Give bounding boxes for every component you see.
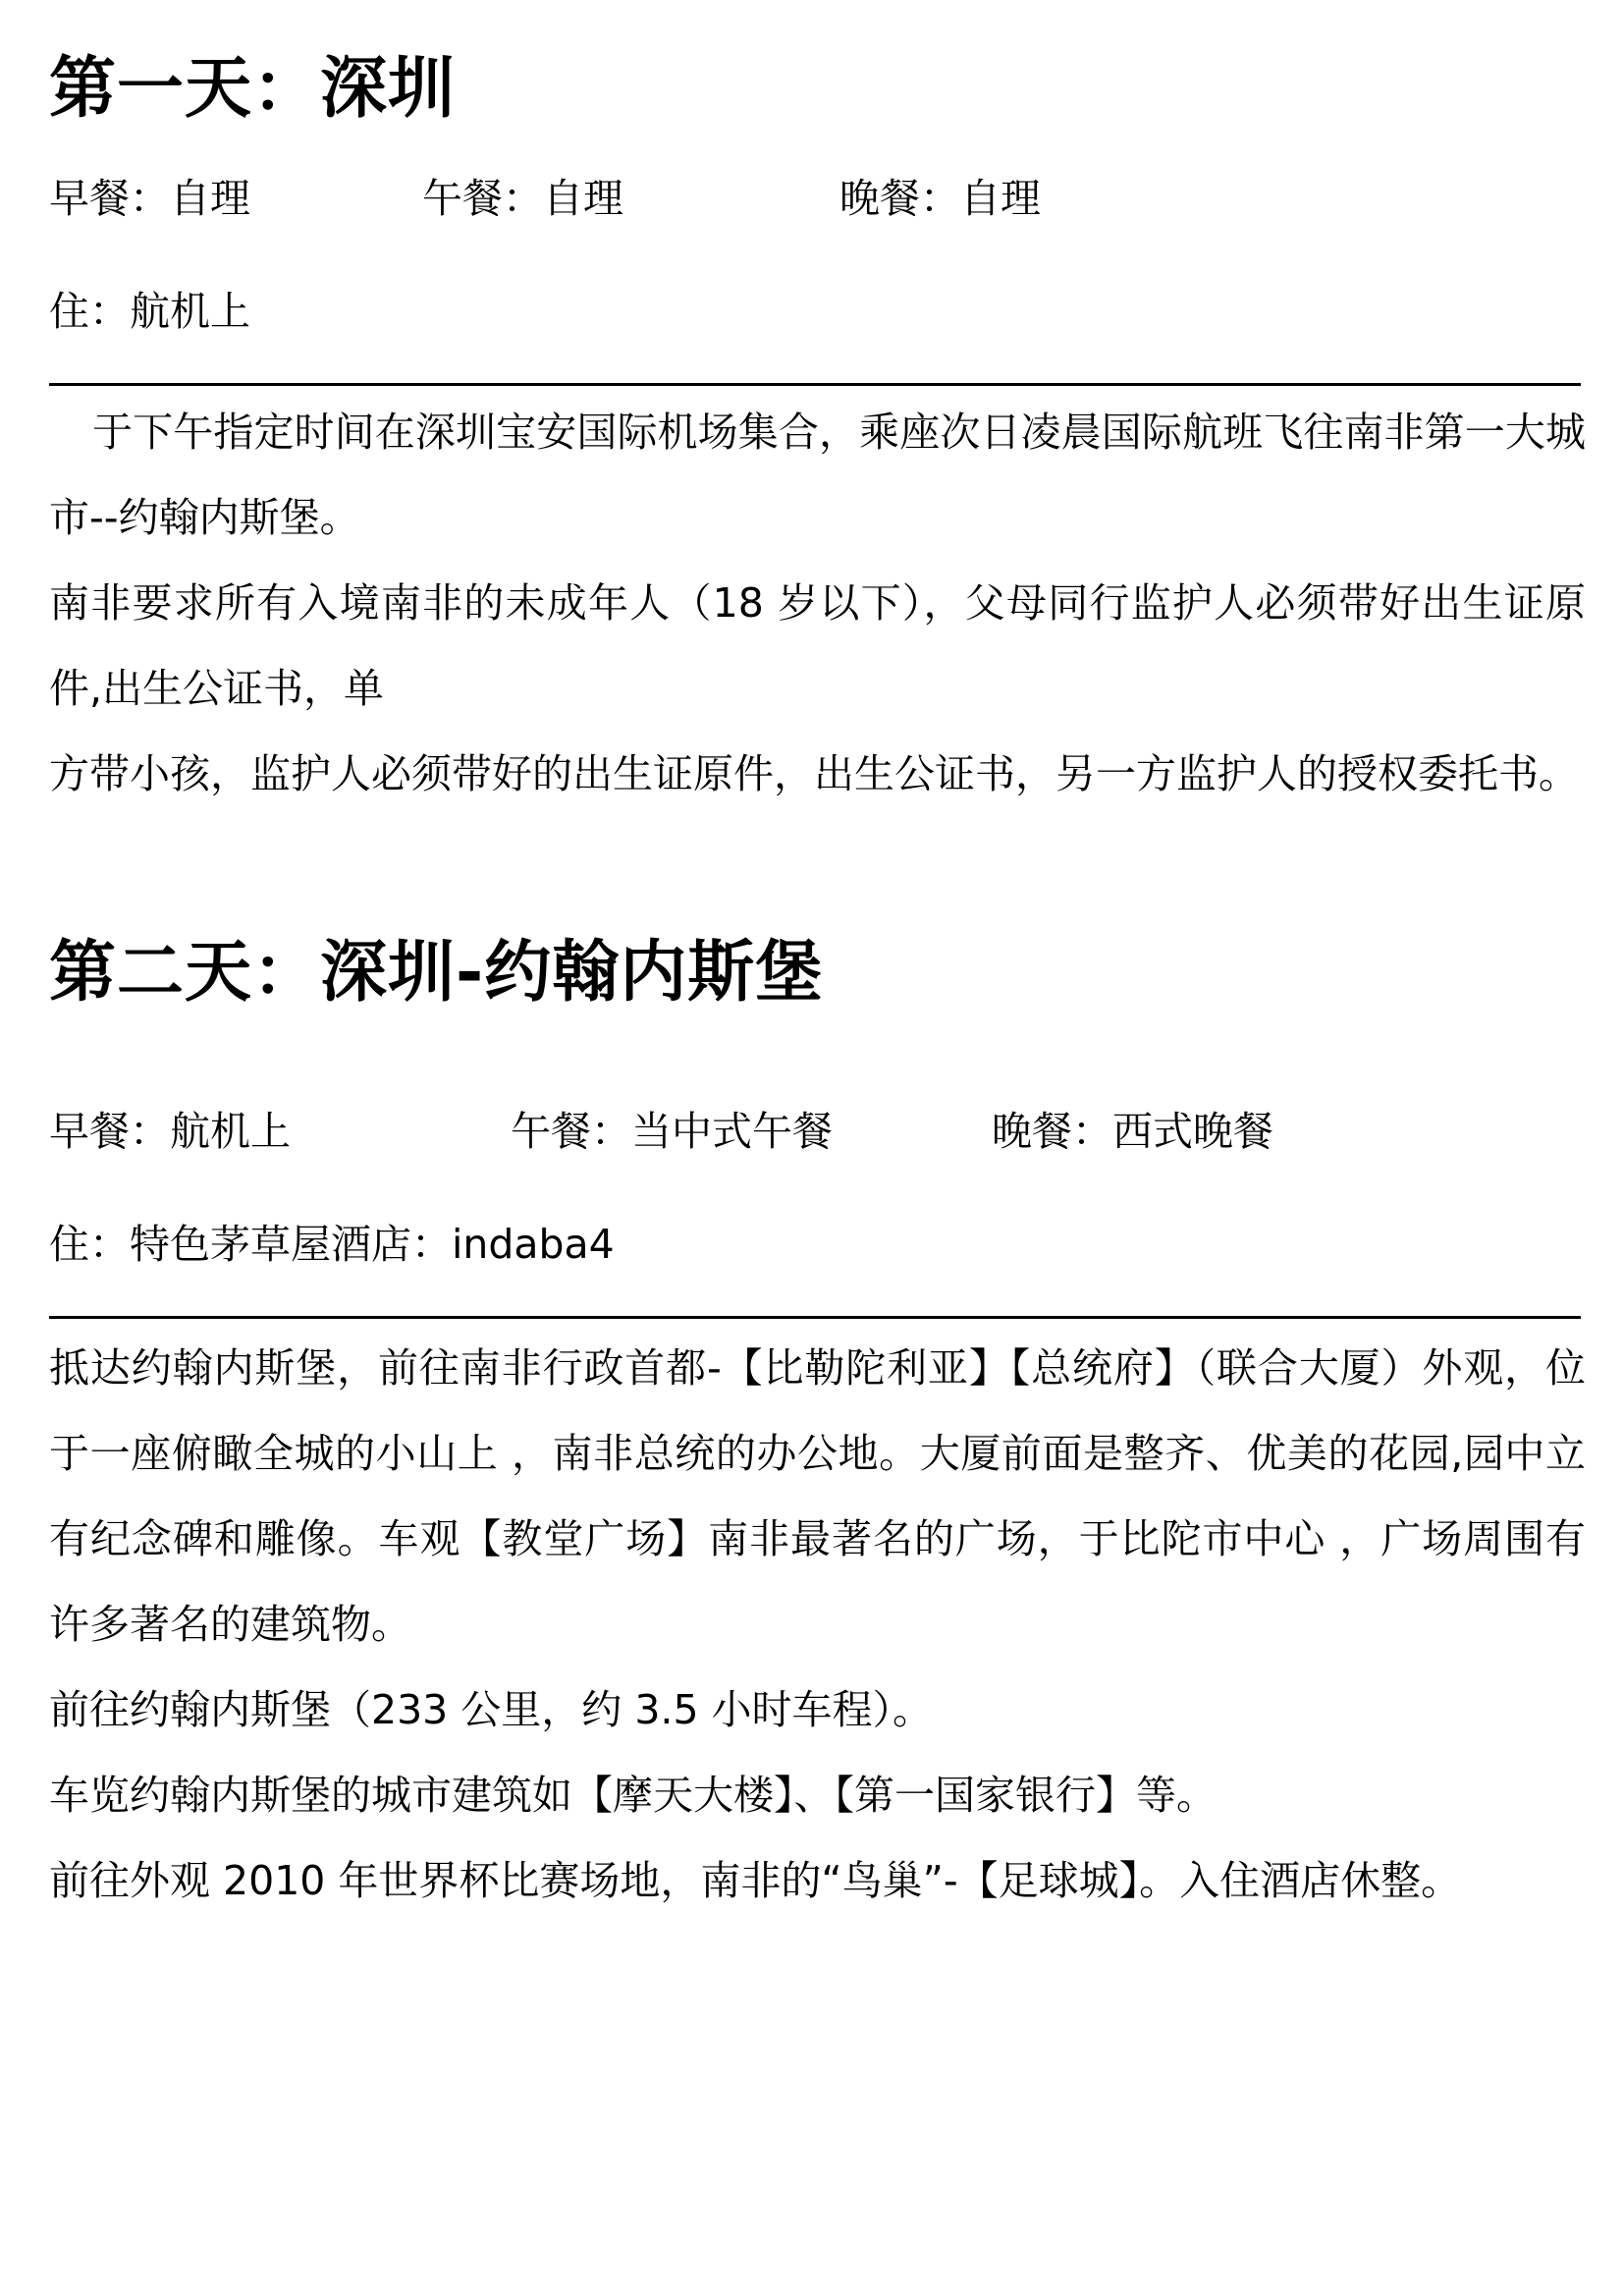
day2-breakfast: 早餐：航机上 [49,1108,291,1155]
day2-paragraph: 抵达约翰内斯堡，前往南非行政首都-【比勒陀利亚】【总统府】（联合大厦）外观，位于一座俯瞰全城的小山上 ，南非总统的办公地。大厦前面是整齐、优美的花园,园中立有纪念碑和雕像。车观【教堂广场】南非最著名的广场，于比陀市中心 ，广场周围有许多著名的建筑物。 [49,1344,1586,1648]
day1-dinner: 晚餐：自理 [839,175,1041,222]
day2-stay: 住：特色茅草屋酒店：indaba4 [49,1221,615,1268]
day1-paragraph: 于下午指定时间在深圳宝安国际机场集合，乘座次日凌晨国际航班飞往南非第一大城市--约翰内斯堡。 [49,409,1586,541]
day2-divider [49,1316,1581,1319]
day1-paragraph: 方带小孩，监护人必须带好的出生证原件，出生公证书，另一方监护人的授权委托书。 [49,750,1579,797]
day1-lunch: 午餐：自理 [422,175,623,222]
day2-paragraph: 车览约翰内斯堡的城市建筑如【摩天大楼】、【第一国家银行】等。 [49,1772,1217,1819]
day1-paragraph: 南非要求所有入境南非的未成年人（18 岁以下），父母同行监护人必须带好出生证原件,出生公证书，单 [49,579,1586,712]
day2-description [49,1326,1586,1924]
day2-lunch: 午餐：当中式午餐 [511,1108,833,1155]
day1-stay: 住：航机上 [49,288,250,335]
day2-paragraph: 前往约翰内斯堡（233 公里，约 3.5 小时车程）。 [49,1686,934,1733]
day2-meals-row [49,1102,1581,1161]
day2-dinner: 晚餐：西式晚餐 [992,1108,1273,1155]
day2-title: 第二天：深圳-约翰内斯堡 [49,934,824,1011]
day1-breakfast: 早餐：自理 [49,175,250,222]
day1-title: 第一天：深圳 [49,50,457,128]
day1-description [49,390,1586,817]
day1-meals-row [49,169,1581,228]
day2-paragraph: 前往外观 2010 年世界杯比赛场地，南非的“鸟巢”-【足球城】。入住酒店休整。 [49,1857,1462,1904]
day1-divider [49,383,1581,386]
